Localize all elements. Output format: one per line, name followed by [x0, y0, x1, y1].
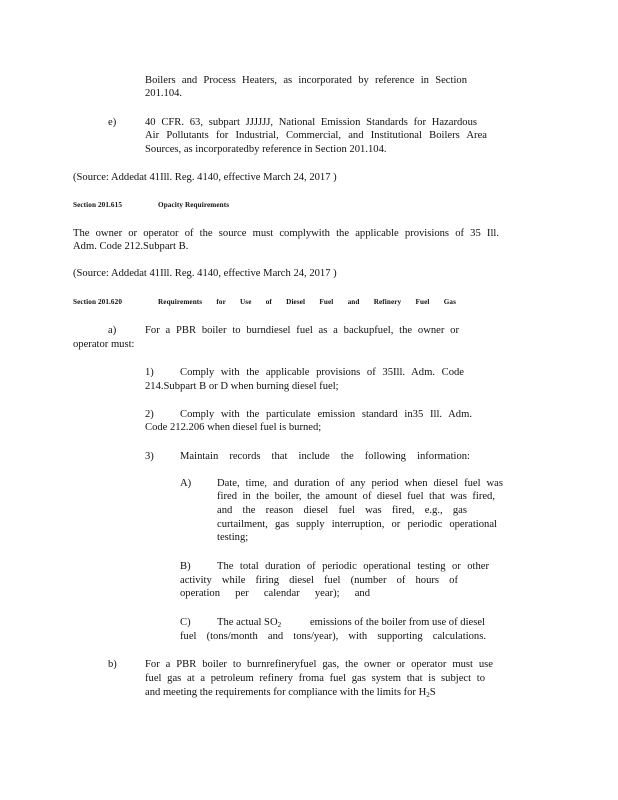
section-title: Opacity Requirements [158, 201, 230, 209]
item-b-line: and meeting the requirements for compliance with the limits for $H_2S$ [145, 687, 436, 699]
section-number: Section 201.615 [73, 201, 123, 209]
item-3-line: Maintain records that include the following information: [180, 451, 470, 462]
item-A-line: Date, time, and duration of any period when diesel fuel was [217, 478, 503, 489]
item-A-line: curtailment, gas supply interruption, or periodic operational [217, 519, 497, 530]
source-note: (Source: Addedat 41Ill. Reg. 4140, effective March 24, 2017 ) [73, 172, 337, 183]
item-B-line: The total duration of periodic operational testing or other [217, 561, 489, 572]
item-A-line: and the reason diesel fuel was fired, e.g., gas [217, 505, 467, 516]
item-label-1: 1) [145, 367, 154, 378]
section-title: Requirements for Use of Diesel Fuel and Refinery Fuel Gas [158, 298, 456, 306]
item-C-text: emissions of the boiler from use of diesel [309, 617, 485, 628]
section-number: Section 201.620 [73, 298, 123, 306]
item-A-line: fired in the boiler, the amount of diesel fuel that was fired, [217, 491, 495, 502]
item-label-C: C) [180, 617, 191, 628]
item-label-a: a) [108, 325, 117, 336]
paragraph-line: 201.104. [145, 88, 183, 99]
item-a-line: For a PBR boiler to burndiesel fuel as a backupfuel, the owner or [145, 325, 459, 336]
item-1-line: 214.Subpart B or D when burning diesel fuel; [145, 381, 339, 392]
item-e-line: 40 CFR. 63, subpart JJJJJJ, National Emission Standards for Hazardous [145, 117, 477, 128]
item-A-line: testing; [217, 532, 249, 543]
paragraph-line: Adm. Code 212.Subpart B. [73, 241, 189, 252]
item-e-line: Air Pollutants for Industrial, Commercial, and Institutional Boilers Area [145, 130, 487, 141]
item-B-line: operation per calendar year); and [180, 588, 370, 599]
item-1-line: Comply with the applicable provisions of 35Ill. Adm. Code [180, 367, 464, 378]
item-label-3: 3) [145, 451, 154, 462]
item-b-line: For a PBR boiler to burnrefineryfuel gas, the owner or operator must use [145, 659, 493, 670]
item-label-A: A) [180, 478, 192, 489]
item-C-line: fuel (tons/month and tons/year), with supporting calculations. [180, 631, 486, 642]
item-label-b: b) [108, 659, 117, 670]
item-a-line: operator must: [73, 339, 135, 350]
item-2-line: Comply with the particulate emission standard in35 Ill. Adm. [180, 409, 472, 420]
item-label-B: B) [180, 561, 191, 572]
paragraph-line: Boilers and Process Heaters, as incorporated by reference in Section [145, 75, 467, 86]
source-note: (Source: Addedat 41Ill. Reg. 4140, effective March 24, 2017 ) [73, 268, 337, 279]
item-2-line: Code 212.206 when diesel fuel is burned; [145, 422, 322, 433]
item-b-line: fuel gas at a petroleum refinery froma fuel gas system that is subject to [145, 673, 485, 684]
item-label-2: 2) [145, 409, 154, 420]
item-label-e: e) [108, 117, 117, 128]
item-e-line: Sources, as incorporatedby reference in Section 201.104. [145, 144, 387, 155]
item-C-text: The actual $SO_2$ [217, 617, 282, 629]
item-B-line: activity while firing diesel fuel (number of hours of [180, 575, 458, 586]
paragraph-line: The owner or operator of the source must complywith the applicable provisions of 35 Ill. [73, 228, 499, 239]
